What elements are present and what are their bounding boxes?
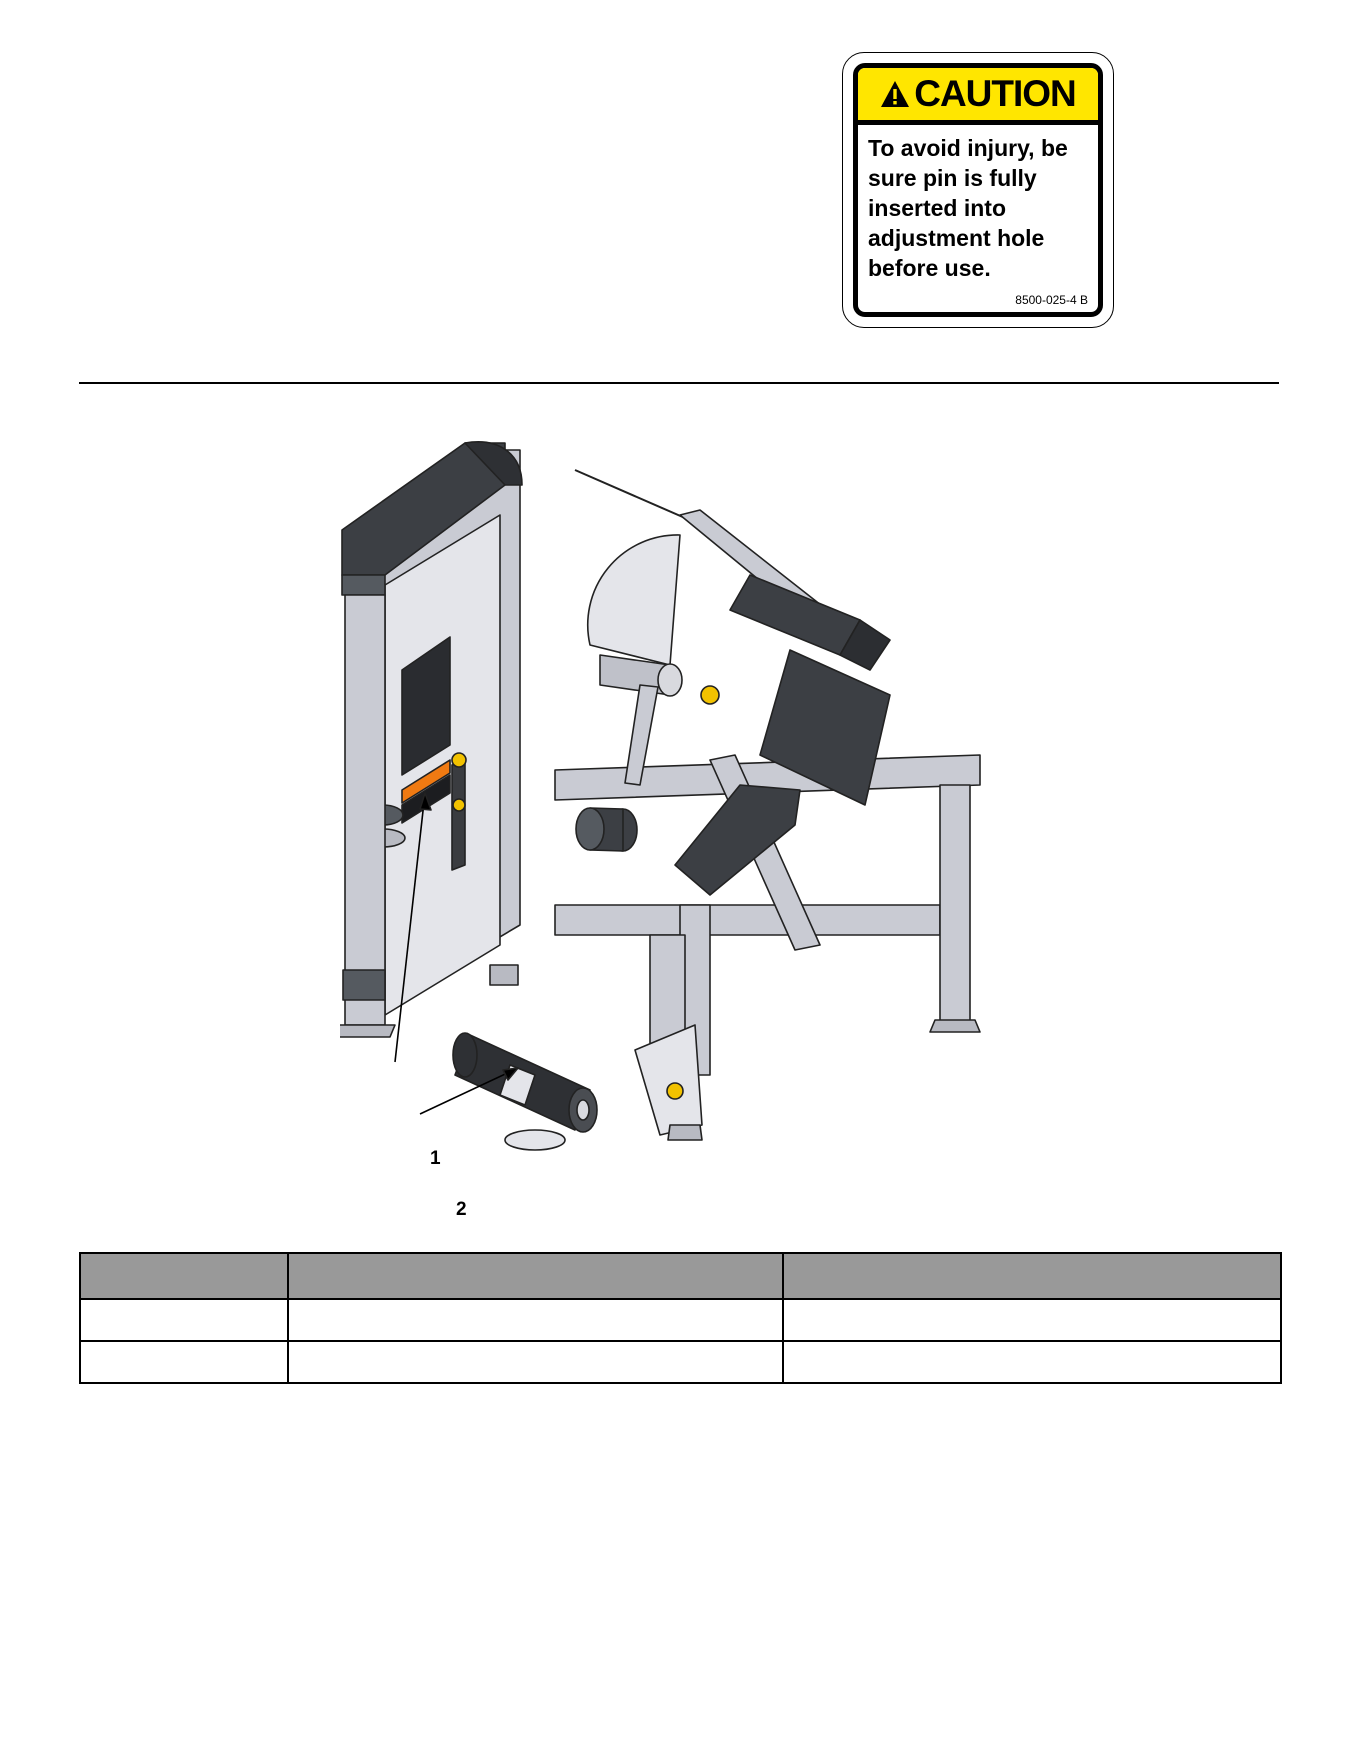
- caution-title: CAUTION: [914, 73, 1076, 114]
- caution-header: [858, 68, 1098, 125]
- table-header-cell: [783, 1253, 1281, 1299]
- caution-message: To avoid injury, be sure pin is fully inserted into adjustment hole before use.: [868, 135, 1068, 281]
- table-header-cell: [80, 1253, 288, 1299]
- caution-part-number: 8500-025-4 B: [1015, 293, 1088, 307]
- abdominal-machine-illustration: [340, 425, 1020, 1215]
- callout-label-1: 1: [430, 1148, 441, 1169]
- section-divider: [79, 382, 1279, 384]
- caution-label-frame: [853, 63, 1103, 317]
- table-cell: [288, 1341, 783, 1383]
- warning-triangle-icon: [880, 80, 910, 108]
- table-header-cell: [288, 1253, 783, 1299]
- table-cell: [288, 1299, 783, 1341]
- parts-table: [79, 1252, 1282, 1384]
- callout-label-2: 2: [456, 1199, 467, 1220]
- table-cell: [80, 1341, 288, 1383]
- table-cell: [783, 1299, 1281, 1341]
- table-cell: [783, 1341, 1281, 1383]
- table-header-row: [80, 1253, 1281, 1299]
- caution-label: [842, 52, 1114, 328]
- table-row: [80, 1299, 1281, 1341]
- table-cell: [80, 1299, 288, 1341]
- table-row: [80, 1341, 1281, 1383]
